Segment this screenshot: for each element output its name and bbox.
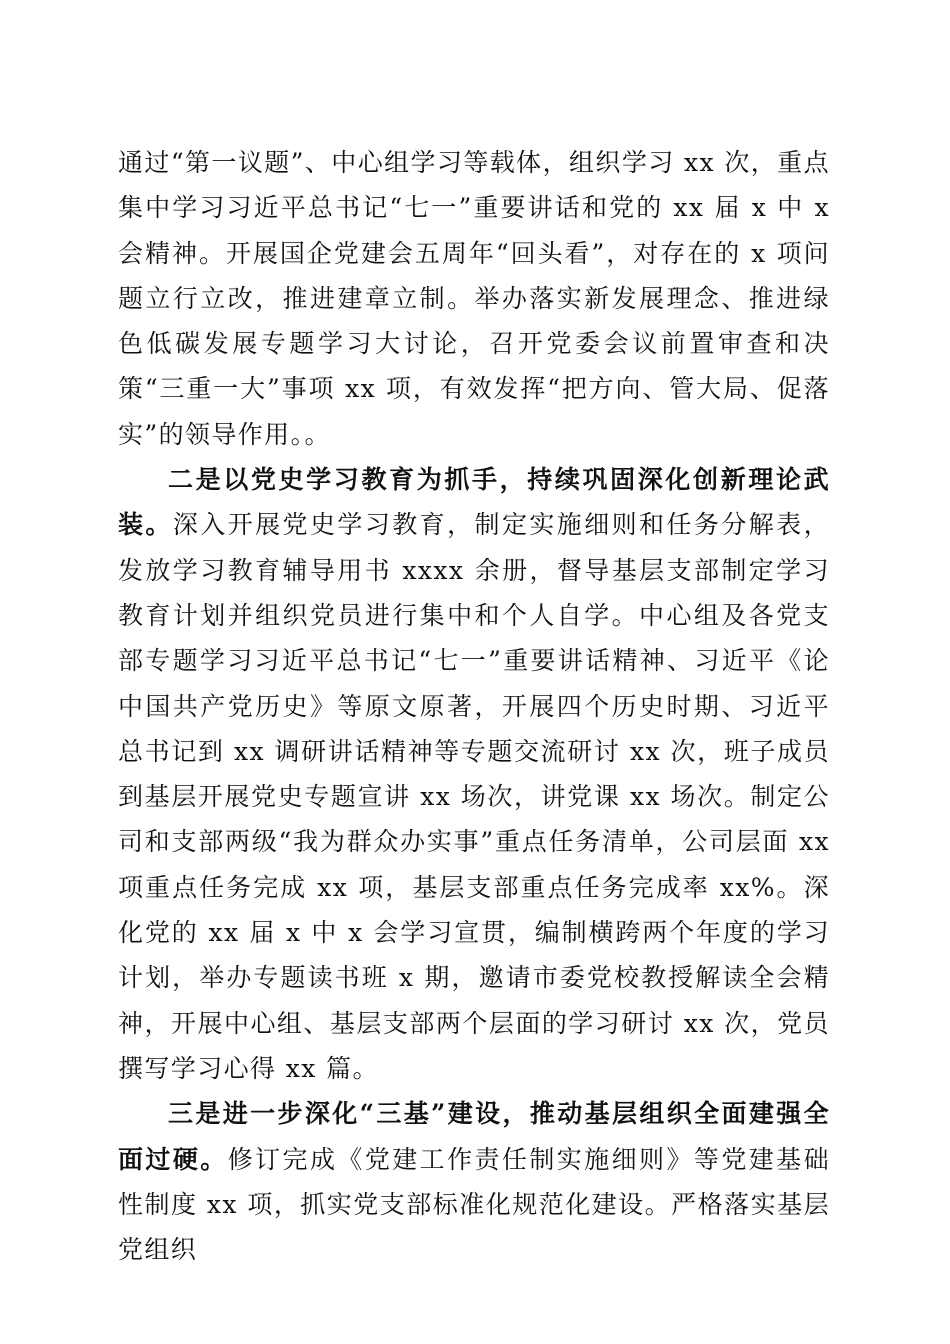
- paragraph-3-text: 修订完成《党建工作责任制实施细则》等党建基础性制度 xx 项，抓实党支部标准化规范化建设。严格落实基层党组织: [118, 1144, 830, 1265]
- paragraph-3: [118, 1091, 830, 1272]
- paragraph-1: [118, 140, 830, 457]
- paragraph-1-text: 通过“第一议题”、中心组学习等载体，组织学习 xx 次，重点集中学习习近平总书记“七一”重要讲话和党的 xx 届 x 中 x 会精神。开展国企党建会五周年“回头看”，对存在的 x 项问题立行立改，推进建章立制。举办落实新发展理念、推进绿色低碳发展专题学习大讨论，召开党委会议前置审查和决策“三重一大”事项 xx 项，有效发挥“把方向、管大局、促落实”的领导作用。。: [118, 148, 830, 449]
- document-body: [118, 140, 830, 1272]
- paragraph-2-heading: 二是以党史学习教育为抓手，持续巩固深化创新理论武装。: [118, 465, 830, 540]
- paragraph-2-text: 深入开展党史学习教育，制定实施细则和任务分解表，发放学习教育辅导用书 xxxx 余册，督导基层支部制定学习教育计划并组织党员进行集中和个人自学。中心组及各党支部专题学习习近平总书记“七一”重要讲话精神、习近平《论中国共产党历史》等原文原著，开展四个历史时期、习近平总书记到 xx 调研讲话精神等专题交流研讨 xx 次，班子成员到基层开展党史专题宣讲 xx 场次，讲党课 xx 场次。制定公司和支部两级“我为群众办实事”重点任务清单，公司层面 xx 项重点任务完成 xx 项，基层支部重点任务完成率 xx%。深化党的 xx 届 x 中 x 会学习宣贯，编制横跨两个年度的学习计划，举办专题读书班 x 期，邀请市委党校教授解读全会精神，开展中心组、基层支部两个层面的学习研讨 xx 次，党员撰写学习心得 xx 篇。: [118, 510, 830, 1083]
- paragraph-3-heading: 三是进一步深化“三基”建设，推动基层组织全面建强全面过硬。: [118, 1099, 830, 1174]
- paragraph-2: [118, 457, 830, 1091]
